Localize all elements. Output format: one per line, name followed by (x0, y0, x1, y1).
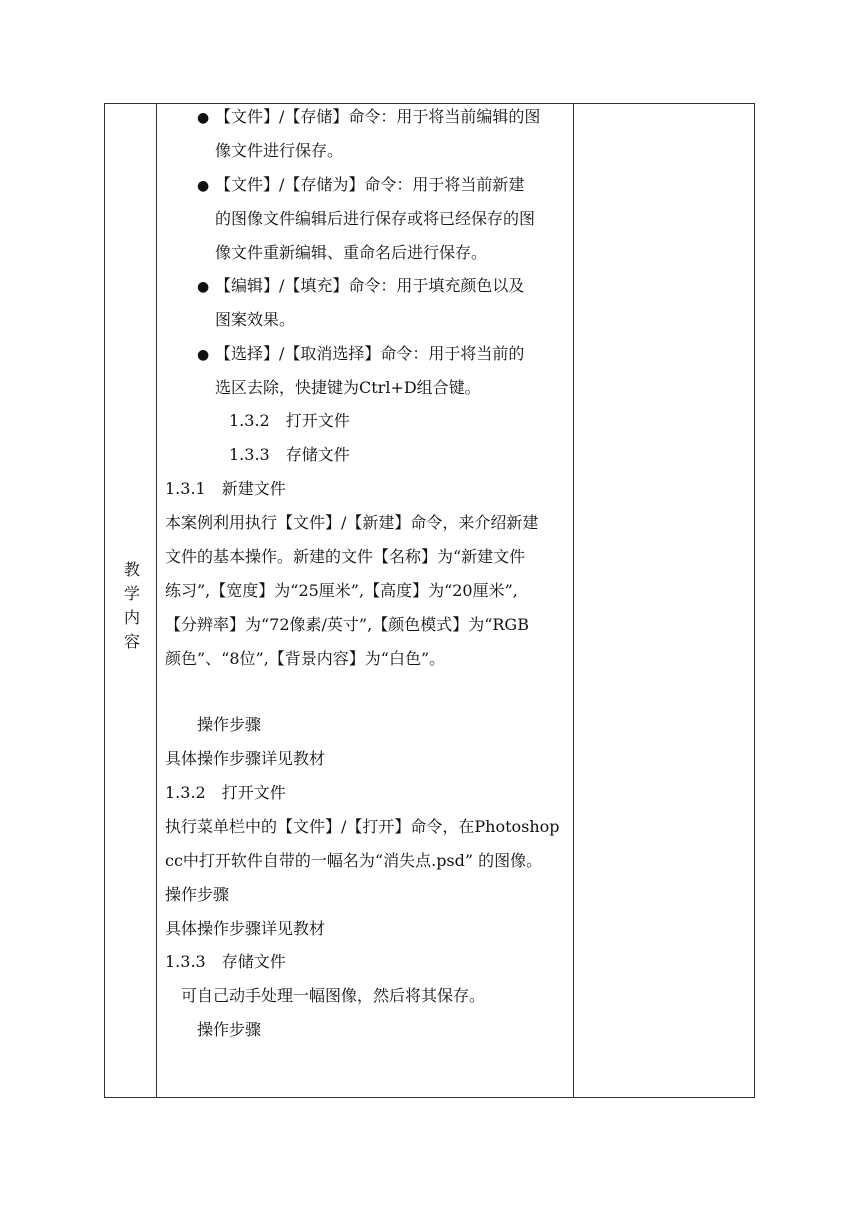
section-label-char: 内 (123, 608, 140, 627)
paragraph-line: 练习”,【宽度】为“25厘米”,【高度】为“20厘米”, (165, 581, 518, 600)
paragraph-line: 可自己动手处理一幅图像，然后将其保存。 (181, 986, 486, 1005)
section-label-char: 学 (123, 584, 140, 603)
subsection-heading: 1.3.1 新建文件 (165, 479, 286, 498)
bullet-text: 像文件进行保存。 (215, 141, 344, 160)
bullet-text: 【文件】/【存储】命令：用于将当前编辑的图 (215, 107, 541, 126)
steps-heading: 操作步骤 (197, 1020, 262, 1039)
bullet-text: 像文件重新编辑、重命名后进行保存。 (215, 243, 488, 262)
paragraph-line: 执行菜单栏中的【文件】/【打开】命令，在Photoshop (165, 817, 560, 836)
paragraph-line: 颜色”、“8位”,【背景内容】为“白色”。 (165, 649, 446, 668)
steps-heading: 操作步骤 (165, 885, 230, 904)
subsection-heading: 1.3.3 存储文件 (229, 445, 350, 464)
bullet-text: 选区去除，快捷键为Ctrl+D组合键。 (215, 378, 481, 397)
bullet-text: 【选择】/【取消选择】命令：用于将当前的 (215, 344, 525, 363)
bullet-icon: ● (197, 347, 210, 363)
bullet-icon: ● (197, 178, 210, 194)
bullet-text: 【文件】/【存储为】命令：用于将当前新建 (215, 175, 525, 194)
section-label-char: 容 (123, 632, 140, 651)
paragraph-line: 具体操作步骤详见教材 (165, 749, 326, 768)
column-divider (156, 104, 157, 1097)
paragraph-line: cc中打开软件自带的一幅名为“消失点.psd” 的图像。 (165, 851, 543, 870)
paragraph-line: 本案例利用执行【文件】/【新建】命令，来介绍新建 (165, 513, 539, 532)
lesson-table (104, 103, 755, 1098)
steps-heading: 操作步骤 (197, 715, 262, 734)
subsection-heading: 1.3.3 存储文件 (165, 952, 286, 971)
bullet-text: 【编辑】/【填充】命令：用于填充颜色以及 (215, 276, 525, 295)
paragraph-line: 【分辨率】为“72像素/英寸”,【颜色模式】为“RGB (165, 615, 529, 634)
notes-column (574, 104, 754, 1097)
subsection-heading: 1.3.2 打开文件 (229, 411, 350, 430)
bullet-icon: ● (197, 110, 210, 126)
bullet-text: 的图像文件编辑后进行保存或将已经保存的图 (215, 209, 536, 228)
subsection-heading: 1.3.2 打开文件 (165, 783, 286, 802)
section-label-char: 教 (123, 560, 140, 579)
bullet-text: 图案效果。 (215, 310, 296, 329)
paragraph-line: 具体操作步骤详见教材 (165, 919, 326, 938)
section-label (123, 558, 141, 654)
label-column (105, 104, 156, 1097)
bullet-icon: ● (197, 279, 210, 295)
paragraph-line: 文件的基本操作。新建的文件【名称】为“新建文件 (165, 547, 526, 566)
